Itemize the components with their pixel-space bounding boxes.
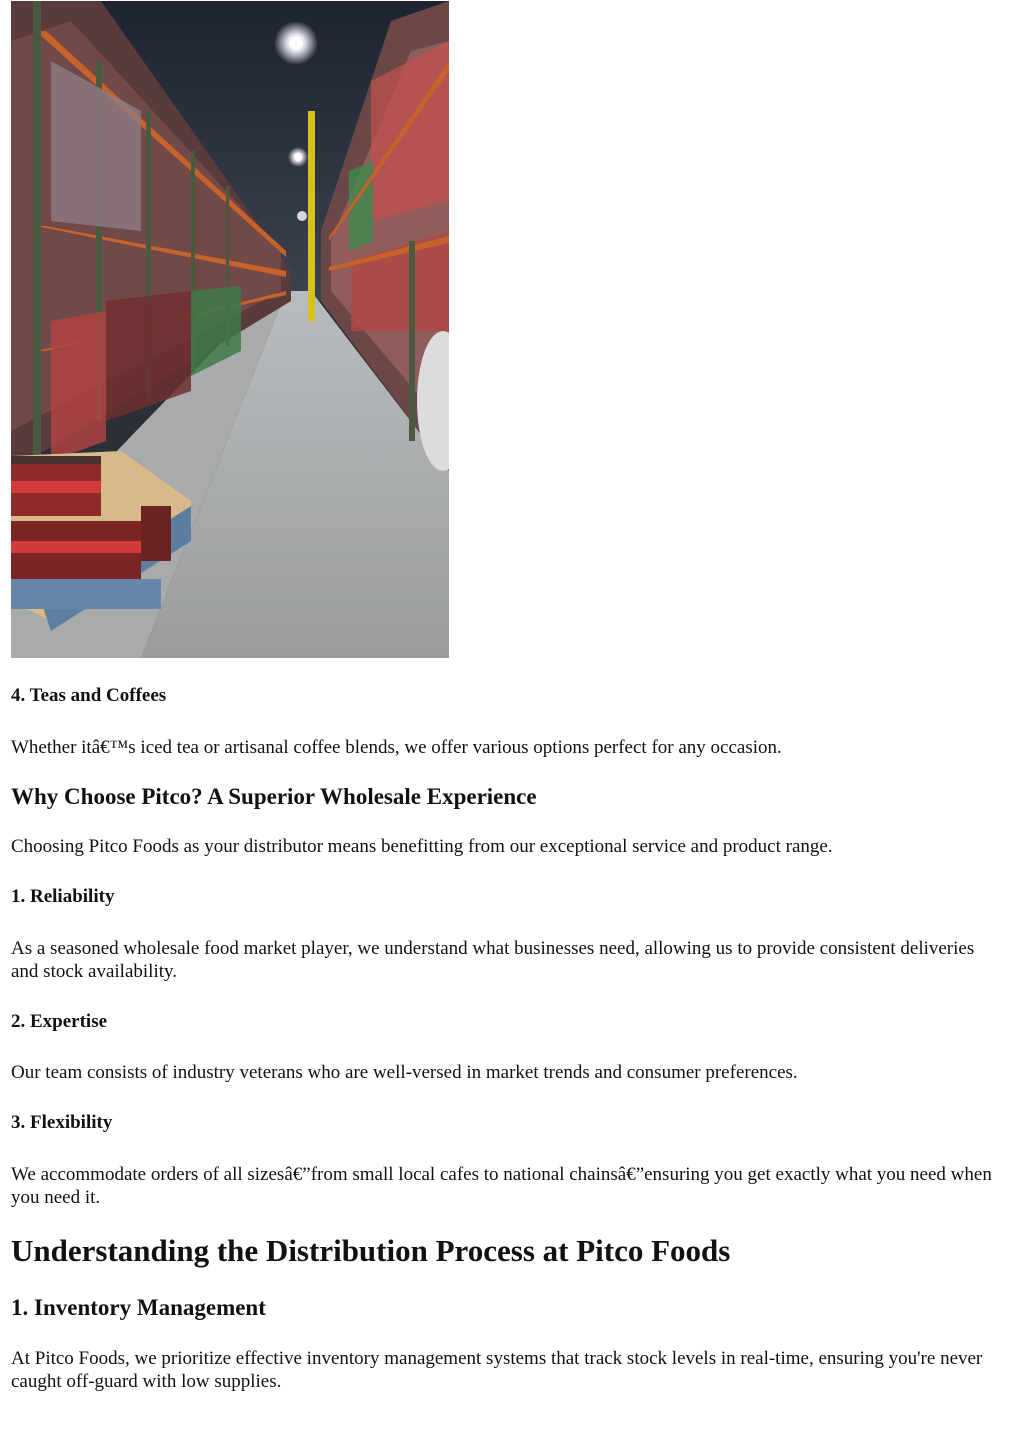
inventory-text: At Pitco Foods, we prioritize effective inventory management systems that track stock levels in real-time, ensuring you're never caught off-guard with low supplies.	[11, 1348, 983, 1392]
flexibility-text: We accommodate orders of all sizesâ€”from small local cafes to national chainsâ€”ensuring you get exactly what you need when you need it.	[11, 1164, 992, 1208]
process-heading: Understanding the Distribution Process at Pitco Foods	[11, 1233, 731, 1268]
teas-heading: 4. Teas and Coffees	[11, 685, 167, 706]
expertise-heading: 2. Expertise	[11, 1011, 108, 1032]
why-text: Choosing Pitco Foods as your distributor means benefitting from our exceptional service and product range.	[11, 836, 833, 857]
reliability-heading: 1. Reliability	[11, 886, 115, 907]
flexibility-heading: 3. Flexibility	[11, 1112, 113, 1133]
inventory-heading: 1. Inventory Management	[11, 1295, 266, 1320]
why-heading: Why Choose Pitco? A Superior Wholesale Experience	[11, 784, 537, 809]
teas-text: Whether itâ€™s iced tea or artisanal coffee blends, we offer various options perfect for any occasion.	[11, 737, 782, 758]
warehouse-photo-icon	[11, 1, 449, 658]
reliability-text: As a seasoned wholesale food market player, we understand what businesses need, allowing us to provide consistent deliveries and stock availability.	[11, 938, 975, 982]
expertise-text: Our team consists of industry veterans who are well-versed in market trends and consumer preferences.	[11, 1062, 798, 1083]
warehouse-photo	[11, 1, 449, 658]
